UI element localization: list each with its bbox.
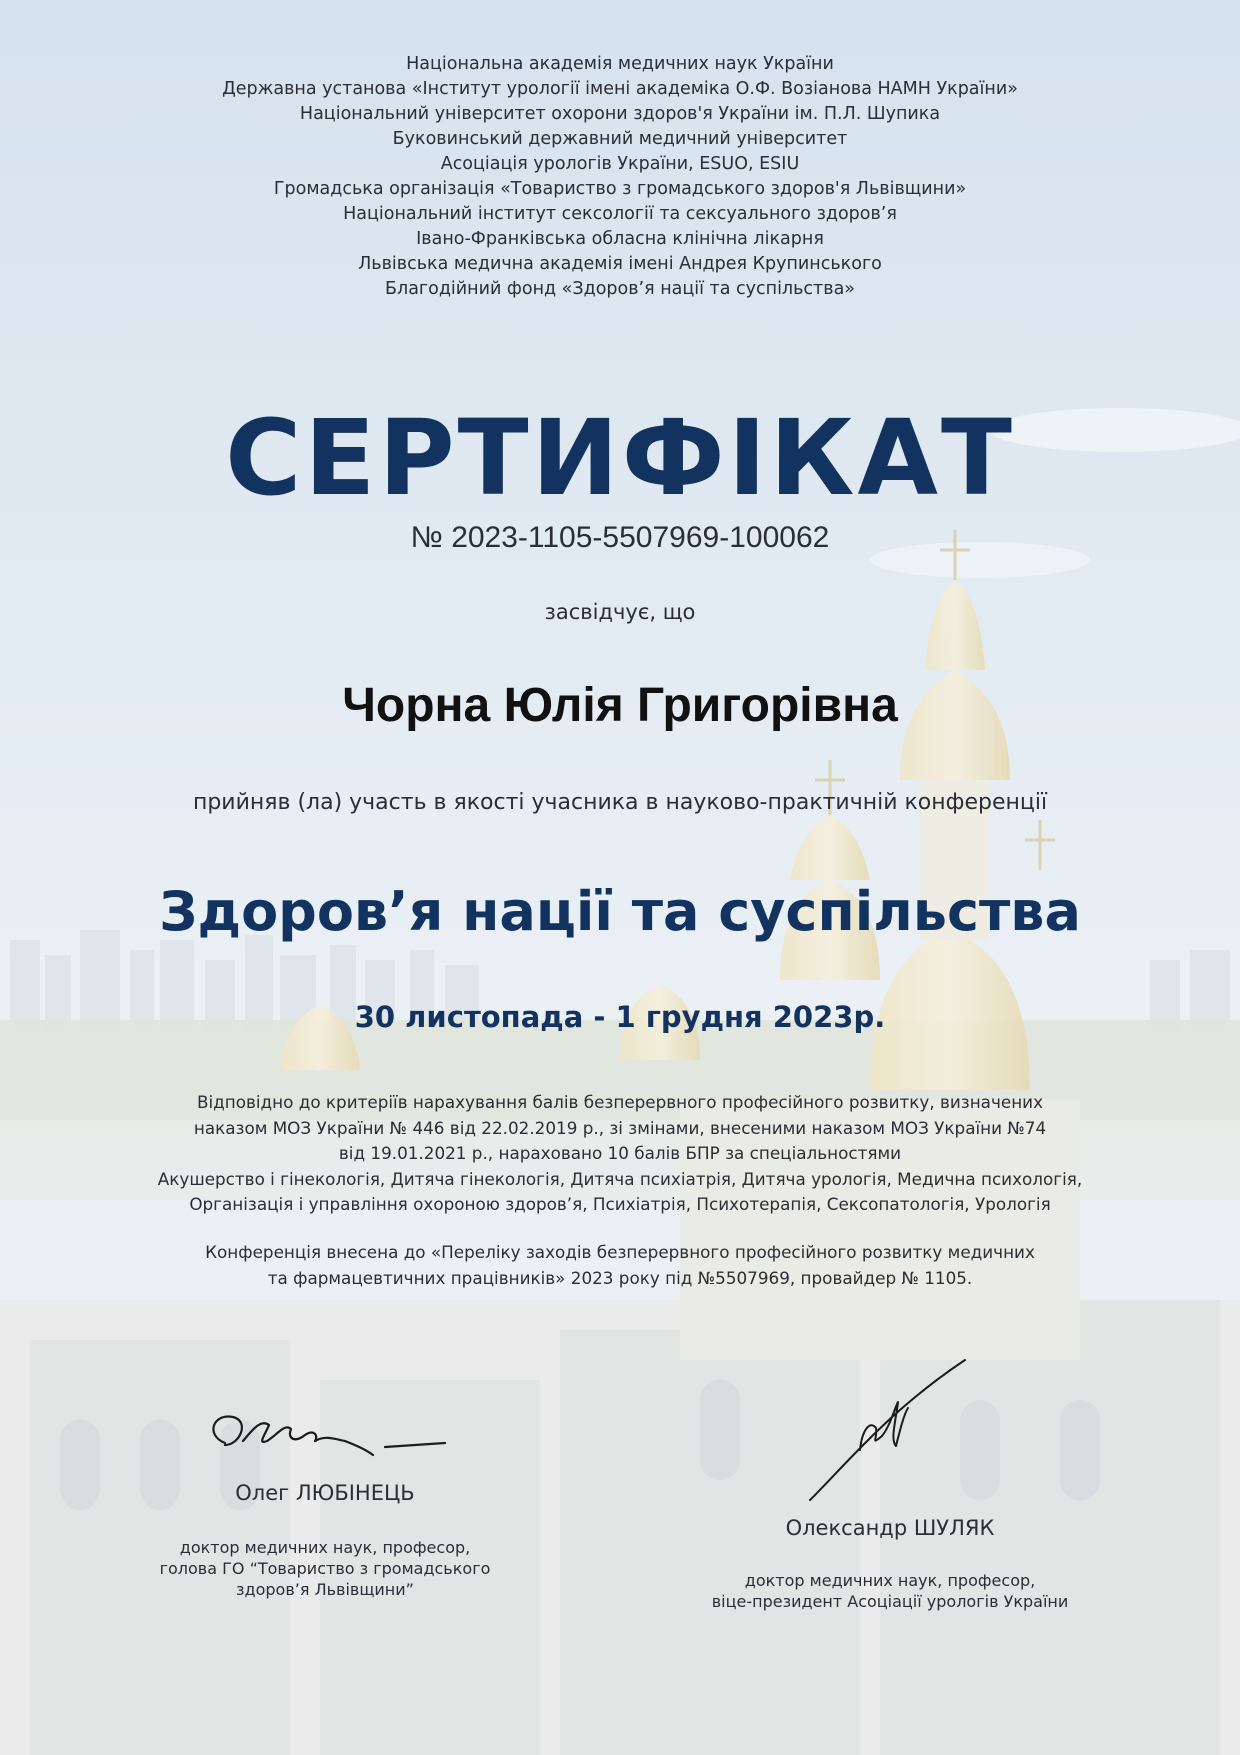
signatory-description xyxy=(110,1537,540,1600)
handwritten-signature-left xyxy=(195,1405,455,1475)
signatory-description-line: доктор медичних наук, професор, xyxy=(744,1571,1036,1590)
inclusion-paragraph xyxy=(0,1240,1240,1291)
accreditation-line: Відповідно до критеріїв нарахування балів безперервного професійного розвитку, визначених xyxy=(196,1092,1044,1112)
organization-line: Національна академія медичних наук України xyxy=(406,54,834,74)
handwritten-signature-right xyxy=(790,1350,990,1510)
participation-text: прийняв (ла) участь в якості учасника в науково-практичній конференції xyxy=(192,790,1048,815)
conference-title: Здоров’я нації та суспільства xyxy=(159,880,1081,943)
conference-dates: 30 листопада - 1 грудня 2023р. xyxy=(354,1000,886,1034)
accreditation-line: від 19.01.2021 р., нараховано 10 балів БПР за спеціальностями xyxy=(338,1143,902,1163)
accreditation-line: Організація і управління охороною здоров’я, Психіатрія, Психотерапія, Сексопатологія, Урологія xyxy=(189,1194,1051,1214)
accreditation-line: Акушерство і гінекологія, Дитяча гінекологія, Дитяча психіатрія, Дитяча урологія, Медична психологія, xyxy=(157,1168,1083,1189)
accreditation-paragraph xyxy=(0,1090,1240,1218)
signatory-right xyxy=(665,1350,1115,1612)
inclusion-line: та фармацевтичних працівників» 2023 року під №5507969, провайдер № 1105. xyxy=(267,1267,973,1288)
signatory-description-line: голова ГО “Товариство з громадського xyxy=(159,1559,491,1578)
signatory-left xyxy=(110,1405,540,1600)
signatory-description-line: здоров’я Львівщини” xyxy=(236,1580,414,1599)
organization-line: Асоціація урологів України, ESUO, ESIU xyxy=(440,154,800,174)
certificate-number: № 2023-1105-5507969-100062 xyxy=(410,521,830,554)
signatory-description-line: доктор медичних наук, професор, xyxy=(179,1538,471,1557)
organization-line: Львівська медична академія імені Андрея Крупинського xyxy=(358,254,882,274)
organization-line: Буковинський державний медичний університет xyxy=(392,129,848,149)
participant-name: Чорна Юлія Григорівна xyxy=(342,679,898,732)
organizations-list xyxy=(0,52,1240,302)
signatory-description xyxy=(665,1570,1115,1612)
attests-text: засвідчує, що xyxy=(544,600,696,624)
organization-line: Національний інститут сексології та сексуального здоров’я xyxy=(343,204,897,224)
inclusion-line: Конференція внесена до «Переліку заходів безперервного професійного розвитку медичних xyxy=(205,1242,1035,1262)
organization-line: Державна установа «Інститут урології імені академіка О.Ф. Возіанова НАМН України» xyxy=(222,79,1018,99)
organization-line: Національний університет охорони здоров'я України ім. П.Л. Шупика xyxy=(299,104,941,124)
organization-line: Благодійний фонд «Здоров’я нації та суспільства» xyxy=(385,279,855,299)
signatory-name: Олександр ШУЛЯК xyxy=(785,1516,995,1540)
organization-line: Громадська організація «Товариство з громадського здоров'я Львівщини» xyxy=(273,179,967,199)
accreditation-line: наказом МОЗ України № 446 від 22.02.2019 р., зі змінами, внесеними наказом МОЗ України №74 xyxy=(193,1117,1047,1138)
organization-line: Івано-Франківська обласна клінічна лікарня xyxy=(416,229,824,249)
signatory-name: Олег ЛЮБІНЕЦЬ xyxy=(235,1481,415,1505)
signatory-description-line: віце-президент Асоціації урологів України xyxy=(711,1592,1069,1611)
certificate-title: СЕРТИФІКАТ xyxy=(225,397,1015,519)
